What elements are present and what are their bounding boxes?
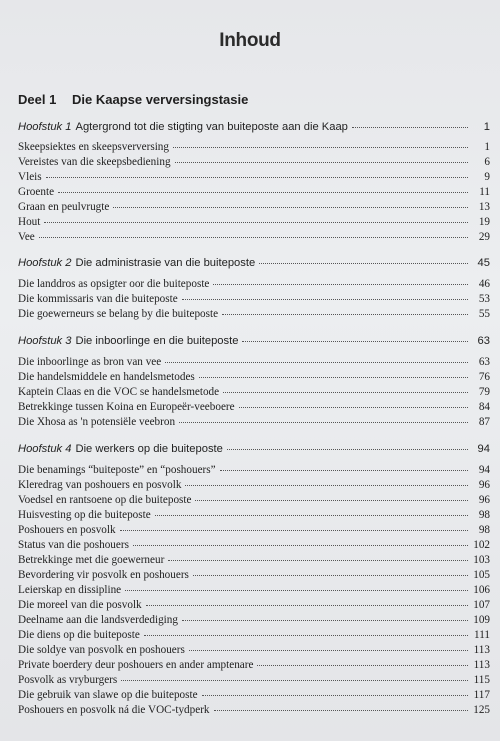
toc-entry <box>18 200 490 215</box>
entry-title: Die landdros as opsigter oor die buiteposte <box>18 278 210 290</box>
entry-page-number: 87 <box>478 416 490 428</box>
entry-page-number: 103 <box>473 554 490 566</box>
entry-page-number: 46 <box>478 278 490 290</box>
entry-page-number: 79 <box>478 386 490 398</box>
dot-leader <box>146 605 468 606</box>
dot-leader <box>193 575 468 576</box>
dot-leader <box>213 284 468 285</box>
entry-page-number: 29 <box>478 231 490 243</box>
entry-title: Voedsel en rantsoene op die buiteposte <box>18 494 192 506</box>
chapter-2-section <box>18 256 490 322</box>
chapter-heading-row <box>18 334 490 349</box>
entry-page-number: 6 <box>484 156 490 168</box>
dot-leader <box>113 207 468 208</box>
chapter-label: Hoofstuk 4 <box>18 443 72 455</box>
entry-page-number: 117 <box>473 689 490 701</box>
toc-entry <box>18 658 490 673</box>
dot-leader <box>182 620 468 621</box>
toc-entry <box>18 523 490 538</box>
chapter-title: Die werkers op die buiteposte <box>75 443 223 455</box>
entry-page-number: 125 <box>473 704 490 716</box>
chapter-page-number: 63 <box>477 335 490 347</box>
entry-title: Die kommissaris van die buiteposte <box>18 293 178 305</box>
dot-leader <box>257 665 468 666</box>
entry-page-number: 111 <box>474 629 490 641</box>
entry-title: Poshouers en posvolk <box>18 524 116 536</box>
entry-title: Die inboorlinge as bron van vee <box>18 356 162 368</box>
entry-title: Die Xhosa as 'n potensiële veebron <box>18 416 176 428</box>
toc-entry <box>18 598 490 613</box>
toc-entry <box>18 553 490 568</box>
entry-title: Die moreel van die posvolk <box>18 599 142 611</box>
toc-entry <box>18 307 490 322</box>
dot-leader <box>223 392 468 393</box>
dot-leader <box>120 530 468 531</box>
part-number: Deel 1 <box>18 92 57 107</box>
part-heading <box>18 92 248 107</box>
dot-leader <box>222 314 468 315</box>
chapter-label: Hoofstuk 2 <box>18 257 72 269</box>
entry-page-number: 105 <box>473 569 490 581</box>
toc-entry <box>18 688 490 703</box>
dot-leader <box>202 695 468 696</box>
dot-leader <box>242 341 468 342</box>
toc-entry <box>18 155 490 170</box>
entry-title: Die benamings “buiteposte” en “poshouers” <box>18 464 216 476</box>
entry-title: Vee <box>18 231 35 243</box>
entry-page-number: 76 <box>478 371 490 383</box>
entry-title: Die soldye van posvolk en poshouers <box>18 644 185 656</box>
dot-leader <box>165 362 468 363</box>
dot-leader <box>259 263 468 264</box>
entry-title: Private boerdery deur poshouers en ander amptenare <box>18 659 254 671</box>
toc-entry <box>18 493 490 508</box>
entry-title: Status van die poshouers <box>18 539 129 551</box>
toc-entry <box>18 370 490 385</box>
chapter-page-number: 45 <box>477 257 490 269</box>
dot-leader <box>182 299 468 300</box>
dot-leader <box>173 147 468 148</box>
toc-entry <box>18 385 490 400</box>
chapter-label: Hoofstuk 3 <box>18 335 72 347</box>
entry-title: Groente <box>18 186 55 198</box>
toc-entry <box>18 400 490 415</box>
chapter-3-section <box>18 334 490 430</box>
chapter-page-number: 1 <box>483 121 490 133</box>
chapter-title: Agtergrond tot die stigting van buiteposte aan die Kaap <box>75 121 348 133</box>
entry-title: Kleredrag van poshouers en posvolk <box>18 479 182 491</box>
entry-page-number: 113 <box>473 659 490 671</box>
entry-title: Die handelsmiddele en handelsmetodes <box>18 371 195 383</box>
entry-page-number: 9 <box>484 171 490 183</box>
toc-entry <box>18 170 490 185</box>
toc-entry <box>18 478 490 493</box>
chapter-title: Die inboorlinge en die buiteposte <box>75 335 239 347</box>
dot-leader <box>195 500 468 501</box>
entry-page-number: 84 <box>478 401 490 413</box>
dot-leader <box>199 377 468 378</box>
dot-leader <box>58 192 468 193</box>
dot-leader <box>144 635 468 636</box>
entry-title: Bevordering vir posvolk en poshouers <box>18 569 189 581</box>
dot-leader <box>39 237 468 238</box>
entry-title: Die gebruik van slawe op die buiteposte <box>18 689 198 701</box>
toc-entry <box>18 703 490 718</box>
entry-page-number: 102 <box>473 539 490 551</box>
toc-entry <box>18 277 490 292</box>
toc-entry <box>18 292 490 307</box>
entry-title: Vleis <box>18 171 42 183</box>
entry-title: Skeepsiektes en skeepsverversing <box>18 141 169 153</box>
dot-leader <box>44 222 468 223</box>
part-title: Die Kaapse verversingstasie <box>72 92 249 107</box>
entry-title: Posvolk as vryburgers <box>18 674 118 686</box>
dot-leader <box>220 470 468 471</box>
toc-entry <box>18 508 490 523</box>
entry-page-number: 96 <box>478 494 490 506</box>
toc-entry <box>18 463 490 478</box>
entry-page-number: 94 <box>478 464 490 476</box>
dot-leader <box>214 710 468 711</box>
entry-title: Leierskap en dissipline <box>18 584 122 596</box>
entry-page-number: 55 <box>478 308 490 320</box>
entry-page-number: 19 <box>478 216 490 228</box>
entry-title: Kaptein Claas en die VOC se handelsmetode <box>18 386 220 398</box>
entry-title: Deelname aan die landsverdediging <box>18 614 178 626</box>
entry-page-number: 98 <box>478 524 490 536</box>
dot-leader <box>227 449 468 450</box>
entry-page-number: 1 <box>484 141 490 153</box>
dot-leader <box>189 650 468 651</box>
chapter-label: Hoofstuk 1 <box>18 121 72 133</box>
toc-entry <box>18 628 490 643</box>
dot-leader <box>179 422 468 423</box>
entry-page-number: 13 <box>478 201 490 213</box>
dot-leader <box>155 515 468 516</box>
toc-entry <box>18 215 490 230</box>
entry-title: Poshouers en posvolk ná die VOC-tydperk <box>18 704 210 716</box>
entry-page-number: 106 <box>473 584 490 596</box>
chapter-title: Die administrasie van die buiteposte <box>75 257 256 269</box>
entry-page-number: 11 <box>479 186 490 198</box>
entry-page-number: 109 <box>473 614 490 626</box>
chapter-heading-row <box>18 256 490 271</box>
dot-leader <box>46 177 468 178</box>
entry-title: Hout <box>18 216 41 228</box>
entry-title: Graan en peulvrugte <box>18 201 110 213</box>
entry-page-number: 115 <box>473 674 490 686</box>
entry-title: Die goewerneurs se belang by die buiteposte <box>18 308 219 320</box>
entry-title: Huisvesting op die buiteposte <box>18 509 151 521</box>
entry-page-number: 53 <box>478 293 490 305</box>
entry-page-number: 113 <box>473 644 490 656</box>
dot-leader <box>185 485 468 486</box>
dot-leader <box>121 680 468 681</box>
dot-leader <box>133 545 468 546</box>
page-title: Inhoud <box>219 30 281 51</box>
chapter-4-section <box>18 442 490 718</box>
toc-entry <box>18 583 490 598</box>
toc-entry <box>18 415 490 430</box>
toc-entry <box>18 613 490 628</box>
toc-entry <box>18 355 490 370</box>
entry-title: Die diens op die buiteposte <box>18 629 140 641</box>
dot-leader <box>175 162 468 163</box>
dot-leader <box>125 590 468 591</box>
toc-entry <box>18 185 490 200</box>
entry-page-number: 96 <box>478 479 490 491</box>
dot-leader <box>352 127 468 128</box>
entry-title: Vereistes van die skeepsbediening <box>18 156 171 168</box>
dot-leader <box>168 560 468 561</box>
entry-page-number: 98 <box>478 509 490 521</box>
entry-page-number: 63 <box>478 356 490 368</box>
dot-leader <box>239 407 468 408</box>
entry-title: Betrekkinge met die goewerneur <box>18 554 165 566</box>
entry-page-number: 107 <box>473 599 490 611</box>
toc-entry <box>18 230 490 245</box>
chapter-heading-row <box>18 120 490 135</box>
chapter-page-number: 94 <box>477 443 490 455</box>
toc-entry <box>18 140 490 155</box>
chapter-1-section <box>18 120 490 245</box>
entry-title: Betrekkinge tussen Koina en Europeër-veeboere <box>18 401 235 413</box>
chapter-heading-row <box>18 442 490 457</box>
toc-entry <box>18 643 490 658</box>
toc-entry <box>18 673 490 688</box>
toc-entry <box>18 538 490 553</box>
toc-entry <box>18 568 490 583</box>
